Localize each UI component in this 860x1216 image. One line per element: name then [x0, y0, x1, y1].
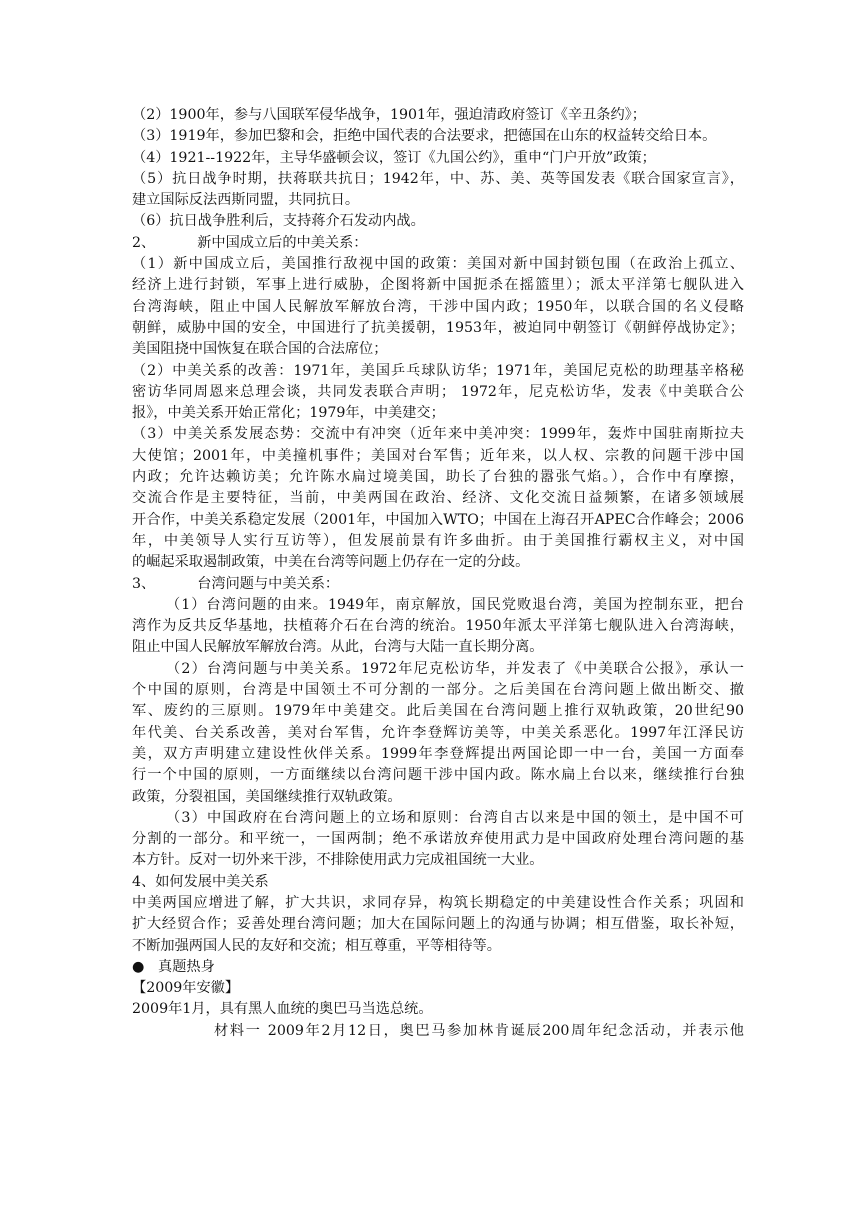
text-line: 经济上进行封锁，军事上进行威胁，企图将新中国扼杀在摇篮里）；派太平洋第七舰队进入 — [132, 277, 744, 294]
text-line: （2）1900年，参与八国联军侵华战争，1901年，强迫清政府签订《辛丑条约》； — [132, 107, 646, 123]
text-line: 内政；允许达赖访美；允许陈水扁过境美国，助长了台独的嚣张气焰。），合作中有摩擦， — [132, 469, 744, 486]
text-line: 建立国际反法西斯同盟，共同抗日。 — [132, 192, 360, 209]
heading-text: 台湾问题与中美关系： — [197, 575, 340, 592]
text-line: 台湾海峡，阻止中国人民解放军解放台湾，干涉中国内政；1950年，以联合国的名义侵略 — [132, 298, 744, 315]
bullet-icon: ● — [132, 958, 145, 975]
text-line: （4）1921--1922年，主导华盛顿会议，签订《九国公约》，重申“门户开放”政策； — [132, 149, 656, 166]
text-line: （2）中美关系的改善：1971年，美国乒乓球队访华；1971年，美国尼克松的助理基辛格秘 — [132, 362, 744, 379]
text-line: 密访华同周恩来总理会谈，共同发表联合声明； 1972年，尼克松访华，发表《中美联合公 — [132, 383, 744, 400]
text-line: 不断加强两国人民的友好和交流；相互尊重，平等相待等。 — [132, 937, 501, 954]
text-line: 报》，中美关系开始正常化；1979年，中美建交； — [132, 405, 445, 422]
section-heading-2 — [132, 233, 744, 254]
material-line: 材料一 2009年2月12日，奥巴马参加林肯诞辰200周年纪念活动，并表示他 — [214, 1022, 744, 1039]
text-line: 中美两国应增进了解，扩大共识，求同存异，构筑长期稳定的中美建设性合作关系；巩固和 — [132, 894, 744, 911]
text-line: 的崛起采取遏制政策，中美在台湾等问题上仍存在一定的分歧。 — [132, 554, 530, 571]
text-line: （1）台湾问题的由来。1949年，南京解放，国民党败退台湾，美国为控制东亚，把台 — [166, 596, 744, 613]
text-line: 扩大经贸合作；妥善处理台湾问题；加大在国际问题上的沟通与协调；相互借鉴，取长补短， — [132, 916, 744, 933]
exam-source: 【2009年安徽】 — [132, 980, 240, 997]
heading-number: 2、 — [132, 234, 156, 251]
section-heading-3 — [132, 574, 744, 595]
text-line: 美，双方声明建立建设性伙伴关系。1999年李登辉提出两国论即一中一台，美国一方面奉 — [132, 745, 744, 762]
text-line: 美国阻挠中国恢复在联合国的合法席位； — [132, 341, 388, 358]
practice-heading-text: 真题热身 — [158, 958, 215, 975]
text-line: 开合作，中美关系稳定发展（2001年，中国加入WTO；中国在上海召开APEC合作峰会；2006 — [132, 511, 744, 528]
section-heading-4: 4、如何发展中美关系 — [132, 873, 269, 890]
text-line: 军、废约的三原则。1979年中美建交。此后美国在台湾问题上推行双轨政策，20世纪90 — [132, 703, 744, 720]
text-line: 朝鲜，威胁中国的安全，中国进行了抗美援朝，1953年，被迫同中朝签订《朝鲜停战协定》； — [132, 319, 744, 336]
text-line: （2）台湾问题与中美关系。1972年尼克松访华，并发表了《中美联合公报》，承认一 — [166, 660, 744, 677]
text-line: 分割的一部分。和平统一，一国两制；绝不承诺放弃使用武力是中国政府处理台湾问题的基 — [132, 831, 744, 848]
text-line: （3）中美关系发展态势：交流中有冲突（近年来中美冲突：1999年，轰炸中国驻南斯拉夫 — [132, 426, 744, 443]
heading-text: 新中国成立后的中美关系： — [197, 234, 368, 251]
text-line: 本方针。反对一切外来干涉，不排除使用武力完成祖国统一大业。 — [132, 852, 544, 869]
text-line: （5）抗日战争时期，扶蒋联共抗日；1942年，中、苏、美、英等国发表《联合国家宣言》， — [132, 170, 744, 187]
text-line: 行一个中国的原则，一方面继续以台湾问题干涉中国内政。陈水扁上台以来，继续推行台独 — [132, 767, 744, 784]
text-line: 湾作为反共反华基地，扶植蒋介石在台湾的统治。1950年派太平洋第七舰队进入台湾海峡， — [132, 618, 744, 635]
text-line: 交流合作是主要特征，当前，中美两国在政治、经济、文化交流日益频繁，在诸多领域展 — [132, 490, 744, 507]
heading-number: 3、 — [132, 575, 156, 592]
text-line: 年代美、台关系改善，美对台军售，允许李登辉访美等，中美关系恶化。1997年江泽民访 — [132, 724, 744, 741]
text-line: 年，中美领导人实行互访等），但发展前景有许多曲折。由于美国推行霸权主义，对中国 — [132, 532, 744, 549]
document-text — [132, 105, 744, 1042]
text-line: 政策，分裂祖国，美国继续推行双轨政策。 — [132, 788, 402, 805]
practice-heading — [132, 957, 744, 978]
text-line: （6）抗日战争胜利后，支持蒋介石发动内战。 — [132, 213, 425, 230]
text-line: 阻止中国人民解放军解放台湾。从此，台湾与大陆一直长期分离。 — [132, 639, 544, 656]
text-line: 个中国的原则，台湾是中国领土不可分割的一部分。之后美国在台湾问题上做出断交、撤 — [132, 682, 744, 699]
text-line: 大使馆；2001年，中美撞机事件；美国对台军售；近年来，以人权、宗教的问题干涉中国 — [132, 447, 744, 464]
text-line: 2009年1月，具有黑人血统的奥巴马当选总统。 — [132, 1001, 433, 1018]
text-line: （3）中国政府在台湾问题上的立场和原则：台湾自古以来是中国的领土，是中国不可 — [166, 809, 744, 826]
text-line: （1）新中国成立后，美国推行敌视中国的政策：美国对新中国封锁包围（在政治上孤立、 — [132, 256, 744, 273]
text-line: （3）1919年，参加巴黎和会，拒绝中国代表的合法要求，把德国在山东的权益转交给日本。 — [132, 128, 717, 145]
